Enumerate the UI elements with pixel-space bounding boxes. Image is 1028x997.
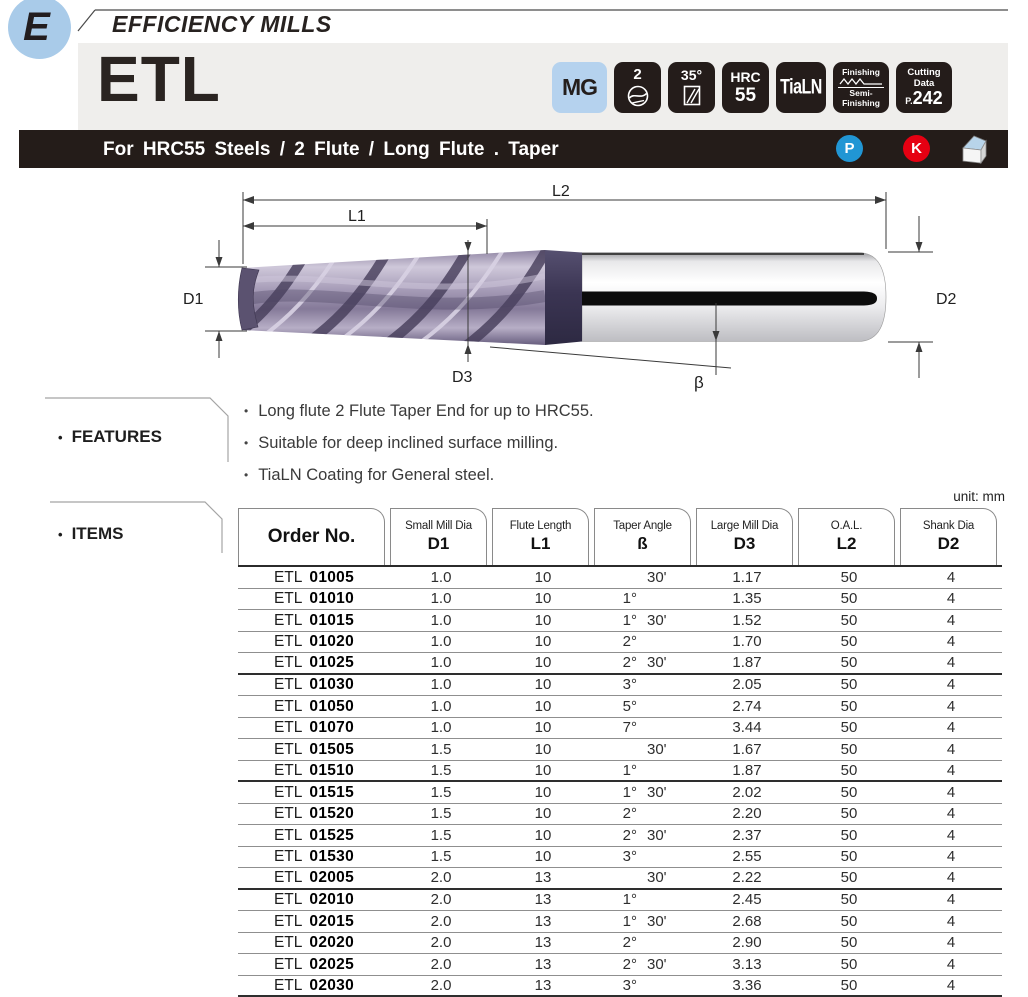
cell-taper-angle: 3°: [594, 677, 696, 692]
column-taper-angle: Taper Angle ß: [594, 508, 691, 565]
cell-l1: 13: [492, 935, 594, 950]
cell-oal: 50: [798, 870, 900, 885]
cell-d1: 2.0: [390, 870, 492, 885]
cell-order-no: ETL 02030: [238, 978, 390, 994]
features-heading-text: FEATURES: [72, 427, 162, 447]
cell-taper-angle: 30': [594, 570, 696, 585]
cell-d3: 2.45: [696, 892, 798, 907]
tool-shank: [582, 253, 886, 342]
cell-d2: 4: [900, 570, 1002, 585]
cell-order-no: ETL 02020: [238, 935, 390, 951]
finishing-badge: [833, 62, 889, 113]
cell-l1: 10: [492, 634, 594, 649]
cell-l1: 13: [492, 957, 594, 972]
coating-badge: [776, 62, 826, 113]
table-body: [238, 567, 1002, 997]
cell-d2: 4: [900, 591, 1002, 606]
finishing-zigzag-icon: [838, 77, 884, 85]
cell-order-no: ETL 01510: [238, 763, 390, 779]
cell-taper-angle: 30': [594, 742, 696, 757]
cell-taper-angle: 7°: [594, 720, 696, 735]
cell-order-no: ETL 01025: [238, 655, 390, 671]
cell-taper-angle: 30': [594, 870, 696, 885]
table-row: [238, 954, 1002, 976]
items-heading-text: ITEMS: [72, 524, 124, 544]
dim-label-l2: L2: [552, 183, 570, 200]
cutting-data-label-2: Data: [914, 79, 935, 89]
cell-d3: 2.22: [696, 870, 798, 885]
flute-end-view-icon: [625, 84, 651, 108]
material-grade-badge: [552, 62, 607, 113]
cell-d1: 1.0: [390, 634, 492, 649]
cell-oal: 50: [798, 591, 900, 606]
series-letter: E: [23, 5, 56, 50]
cell-d3: 2.74: [696, 699, 798, 714]
table-row: [238, 911, 1002, 933]
cell-d2: 4: [900, 720, 1002, 735]
cell-order-no: ETL 01050: [238, 699, 390, 715]
cell-oal: 50: [798, 634, 900, 649]
column-order-no: Order No.: [238, 508, 385, 565]
feature-item: • Long flute 2 Flute Taper End for up to HRC55.: [244, 395, 594, 427]
cell-d3: 1.52: [696, 613, 798, 628]
cell-d2: 4: [900, 613, 1002, 628]
cell-order-no: ETL 01030: [238, 677, 390, 693]
cell-l1: 10: [492, 849, 594, 864]
cell-taper-angle: 1° 30': [594, 613, 696, 628]
cell-d3: 2.02: [696, 785, 798, 800]
table-row: [238, 868, 1002, 890]
cell-order-no: ETL 01525: [238, 828, 390, 844]
cell-d1: 2.0: [390, 935, 492, 950]
semi-finishing-label-2: Finishing: [842, 99, 880, 108]
tool-diagram: [180, 180, 1028, 395]
cell-oal: 50: [798, 806, 900, 821]
cell-l1: 10: [492, 613, 594, 628]
iso-k-cast-iron-icon: K: [903, 135, 930, 162]
cell-order-no: ETL 01010: [238, 591, 390, 607]
table-row: [238, 675, 1002, 697]
cell-d3: 1.67: [696, 742, 798, 757]
hardness-value: 55: [735, 86, 756, 105]
cell-oal: 50: [798, 742, 900, 757]
column-small-mill-dia: Small Mill Dia D1: [390, 508, 487, 565]
cell-d3: 1.35: [696, 591, 798, 606]
cell-d1: 2.0: [390, 978, 492, 993]
cell-order-no: ETL 02005: [238, 870, 390, 886]
cell-taper-angle: 5°: [594, 699, 696, 714]
table-row: [238, 976, 1002, 997]
cell-d2: 4: [900, 957, 1002, 972]
table-row: [238, 696, 1002, 718]
series-letter-badge: [8, 0, 71, 59]
cell-l1: 10: [492, 677, 594, 692]
cell-d2: 4: [900, 828, 1002, 843]
cell-order-no: ETL 01015: [238, 613, 390, 629]
table-row: [238, 804, 1002, 826]
flute-count-label: 2: [633, 67, 641, 82]
cell-oal: 50: [798, 677, 900, 692]
cell-l1: 13: [492, 892, 594, 907]
cutting-data-page: P. 242: [905, 89, 942, 107]
hardness-badge: [722, 62, 769, 113]
application-banner: [19, 130, 1008, 168]
cell-d1: 1.5: [390, 763, 492, 778]
cell-d2: 4: [900, 763, 1002, 778]
cell-d1: 1.5: [390, 785, 492, 800]
cell-order-no: ETL 02010: [238, 892, 390, 908]
column-oal: O.A.L. L2: [798, 508, 895, 565]
features-heading: • FEATURES: [58, 427, 162, 447]
cell-d2: 4: [900, 655, 1002, 670]
unit-label: unit: mm: [900, 489, 1005, 504]
table-header: [238, 508, 1002, 565]
cell-d1: 1.0: [390, 613, 492, 628]
helix-angle-label: 35°: [681, 68, 702, 82]
cell-l1: 10: [492, 699, 594, 714]
table-row: [238, 589, 1002, 611]
helix-angle-icon: [680, 84, 704, 107]
cell-oal: 50: [798, 892, 900, 907]
table-row: [238, 653, 1002, 675]
cell-oal: 50: [798, 785, 900, 800]
cell-d2: 4: [900, 785, 1002, 800]
cell-l1: 10: [492, 742, 594, 757]
cell-l1: 10: [492, 720, 594, 735]
series-title: EFFICIENCY MILLS: [112, 11, 332, 38]
cell-d1: 1.5: [390, 849, 492, 864]
cell-order-no: ETL 01020: [238, 634, 390, 650]
application-text: For HRC55 Steels / 2 Flute / Long Flute . Taper: [103, 139, 559, 161]
cell-order-no: ETL 01520: [238, 806, 390, 822]
cell-l1: 10: [492, 785, 594, 800]
coating-label: TiaLN: [780, 77, 822, 99]
cell-d2: 4: [900, 742, 1002, 757]
cell-l1: 10: [492, 763, 594, 778]
table-row: [238, 632, 1002, 654]
cell-d2: 4: [900, 914, 1002, 929]
cell-d1: 2.0: [390, 914, 492, 929]
table-row: [238, 933, 1002, 955]
items-heading: • ITEMS: [58, 524, 124, 544]
inclined-surface-icon: [957, 133, 991, 166]
cell-d3: 3.44: [696, 720, 798, 735]
cell-taper-angle: 1° 30': [594, 914, 696, 929]
cell-d3: 2.20: [696, 806, 798, 821]
column-shank-dia: Shank Dia D2: [900, 508, 997, 565]
cell-l1: 10: [492, 655, 594, 670]
cell-oal: 50: [798, 957, 900, 972]
cell-l1: 13: [492, 870, 594, 885]
cell-taper-angle: 2° 30': [594, 655, 696, 670]
spec-badges: [552, 62, 952, 113]
cell-order-no: ETL 01070: [238, 720, 390, 736]
cell-oal: 50: [798, 699, 900, 714]
cell-d3: 2.55: [696, 849, 798, 864]
cell-l1: 10: [492, 591, 594, 606]
cell-taper-angle: 1°: [594, 892, 696, 907]
cell-d2: 4: [900, 870, 1002, 885]
cell-d2: 4: [900, 978, 1002, 993]
cell-taper-angle: 2°: [594, 806, 696, 821]
cell-order-no: ETL 01005: [238, 570, 390, 586]
cell-oal: 50: [798, 570, 900, 585]
cell-d2: 4: [900, 806, 1002, 821]
column-large-mill-dia: Large Mill Dia D3: [696, 508, 793, 565]
cell-d3: 2.37: [696, 828, 798, 843]
feature-item: • TiaLN Coating for General steel.: [244, 459, 594, 491]
iso-p-steel-icon: P: [836, 135, 863, 162]
material-grade-label: MG: [562, 76, 597, 99]
cell-d2: 4: [900, 892, 1002, 907]
table-row: [238, 610, 1002, 632]
cell-d3: 3.13: [696, 957, 798, 972]
cell-d3: 1.70: [696, 634, 798, 649]
cell-d1: 1.0: [390, 591, 492, 606]
table-row: [238, 890, 1002, 912]
dim-label-beta: β: [694, 373, 704, 392]
cell-taper-angle: 2° 30': [594, 957, 696, 972]
cell-d2: 4: [900, 634, 1002, 649]
cell-d3: 3.36: [696, 978, 798, 993]
cell-oal: 50: [798, 914, 900, 929]
cell-taper-angle: 2° 30': [594, 828, 696, 843]
dim-label-d2: D2: [936, 291, 957, 308]
cell-d1: 1.0: [390, 720, 492, 735]
dim-label-d1: D1: [183, 291, 204, 308]
cell-d1: 1.5: [390, 806, 492, 821]
cell-d1: 1.5: [390, 742, 492, 757]
table-row: [238, 718, 1002, 740]
column-flute-length: Flute Length L1: [492, 508, 589, 565]
cell-order-no: ETL 02025: [238, 957, 390, 973]
cell-d3: 2.90: [696, 935, 798, 950]
cell-oal: 50: [798, 978, 900, 993]
tool-flutes: [196, 236, 552, 372]
features-list: [244, 395, 594, 491]
cell-d3: 2.68: [696, 914, 798, 929]
product-code: ETL: [97, 47, 221, 111]
flute-count-badge: [614, 62, 661, 113]
cell-oal: 50: [798, 849, 900, 864]
cell-d2: 4: [900, 699, 1002, 714]
cell-taper-angle: 2°: [594, 634, 696, 649]
cell-order-no: ETL 01505: [238, 742, 390, 758]
cell-d1: 1.0: [390, 677, 492, 692]
table-row: [238, 825, 1002, 847]
cutting-data-badge: [896, 62, 952, 113]
table-row: [238, 567, 1002, 589]
cell-d3: 2.05: [696, 677, 798, 692]
cell-l1: 13: [492, 978, 594, 993]
cell-d1: 1.0: [390, 699, 492, 714]
cell-taper-angle: 1°: [594, 763, 696, 778]
dim-label-l1: L1: [348, 208, 366, 225]
cell-order-no: ETL 01515: [238, 785, 390, 801]
cell-taper-angle: 1° 30': [594, 785, 696, 800]
cell-oal: 50: [798, 655, 900, 670]
cell-l1: 10: [492, 570, 594, 585]
cell-d1: 1.0: [390, 655, 492, 670]
cell-d3: 1.17: [696, 570, 798, 585]
cell-d1: 1.5: [390, 828, 492, 843]
feature-item: • Suitable for deep inclined surface milling.: [244, 427, 594, 459]
cell-taper-angle: 2°: [594, 935, 696, 950]
cell-l1: 10: [492, 828, 594, 843]
cell-oal: 50: [798, 828, 900, 843]
cell-d1: 2.0: [390, 957, 492, 972]
helix-angle-badge: [668, 62, 715, 113]
cell-oal: 50: [798, 935, 900, 950]
cell-l1: 13: [492, 914, 594, 929]
cell-taper-angle: 1°: [594, 591, 696, 606]
cell-d3: 1.87: [696, 763, 798, 778]
finishing-label: Finishing: [842, 68, 880, 77]
cell-order-no: ETL 01530: [238, 849, 390, 865]
cell-d2: 4: [900, 849, 1002, 864]
table-row: [238, 847, 1002, 869]
cell-oal: 50: [798, 613, 900, 628]
cell-d1: 2.0: [390, 892, 492, 907]
hardness-scale: HRC: [730, 70, 760, 84]
semi-finishing-label-1: Semi-: [849, 89, 872, 98]
cell-taper-angle: 3°: [594, 849, 696, 864]
cell-d1: 1.0: [390, 570, 492, 585]
cell-taper-angle: 3°: [594, 978, 696, 993]
table-row: [238, 782, 1002, 804]
cell-order-no: ETL 02015: [238, 914, 390, 930]
table-row: [238, 739, 1002, 761]
cell-oal: 50: [798, 763, 900, 778]
cell-d2: 4: [900, 677, 1002, 692]
cutting-data-label-1: Cutting: [907, 68, 940, 78]
cell-l1: 10: [492, 806, 594, 821]
cell-oal: 50: [798, 720, 900, 735]
tool-collar: [545, 250, 582, 345]
cell-d3: 1.87: [696, 655, 798, 670]
cell-d2: 4: [900, 935, 1002, 950]
table-row: [238, 761, 1002, 783]
dim-label-d3: D3: [452, 369, 473, 386]
